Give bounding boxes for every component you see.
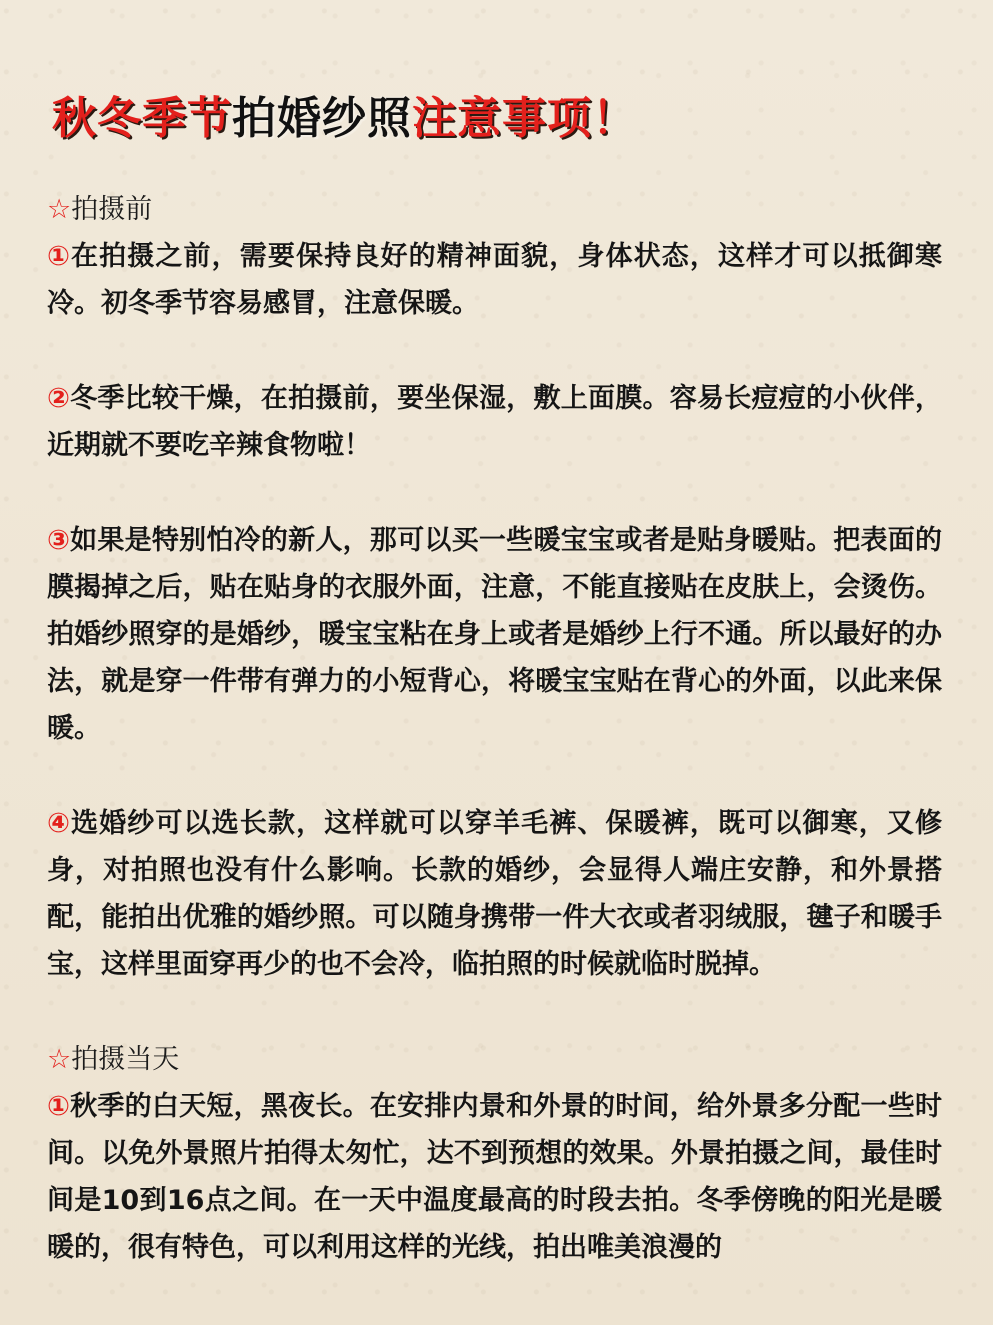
article-body xyxy=(47,186,942,1319)
item-number: ① xyxy=(47,1091,71,1122)
star-icon: ☆ xyxy=(47,1044,72,1075)
item-text: 在拍摄之前，需要保持良好的精神面貌，身体状态，这样才可以抵御寒冷。初冬季节容易感冒，注意保暖。 xyxy=(47,241,942,319)
title-part-autumn-winter: 秋冬季节 xyxy=(52,93,232,144)
item-text: 秋季的白天短，黑夜长。在安排内景和外景的时间，给外景多分配一些时间。以免外景照片拍得太匆忙，达不到预想的效果。外景拍摄之间，最佳时间是10到16点之间。在一天中温度最高的时段去拍。冬季傍晚的阳光是暖暖的，很有特色，可以利用这样的光线，拍出唯美浪漫的 xyxy=(47,1091,942,1263)
section-heading xyxy=(47,1036,942,1083)
title-part-notes: 注意事项！ xyxy=(412,93,637,144)
section-heading-text: 拍摄前 xyxy=(71,194,153,225)
list-item xyxy=(47,375,942,469)
list-item xyxy=(47,800,942,988)
item-number: ④ xyxy=(47,808,71,839)
item-number: ③ xyxy=(47,525,71,556)
item-number: ① xyxy=(47,241,71,272)
list-item xyxy=(47,233,942,327)
section-heading-text: 拍摄当天 xyxy=(71,1044,180,1075)
page-title xyxy=(52,88,637,150)
list-item xyxy=(47,1083,942,1271)
section-shoot-day xyxy=(47,1036,942,1271)
title-part-wedding-photo: 拍婚纱照 xyxy=(232,93,412,144)
item-number: ② xyxy=(47,383,71,414)
section-before-shoot xyxy=(47,186,942,988)
star-icon: ☆ xyxy=(47,194,72,225)
item-text: 选婚纱可以选长款，这样就可以穿羊毛裤、保暖裤，既可以御寒，又修身，对拍照也没有什么影响。长款的婚纱，会显得人端庄安静，和外景搭配，能拍出优雅的婚纱照。可以随身携带一件大衣或者羽绒服，毽子和暖手宝，这样里面穿再少的也不会冷，临拍照的时候就临时脱掉。 xyxy=(47,808,942,980)
item-text: 如果是特别怕冷的新人，那可以买一些暖宝宝或者是贴身暖贴。把表面的膜揭掉之后，贴在贴身的衣服外面，注意，不能直接贴在皮肤上，会烫伤。拍婚纱照穿的是婚纱，暖宝宝粘在身上或者是婚纱上行不通。所以最好的办法，就是穿一件带有弹力的小短背心，将暖宝宝贴在背心的外面，以此来保暖。 xyxy=(47,525,942,744)
list-item xyxy=(47,517,942,752)
section-heading xyxy=(47,186,942,233)
item-text: 冬季比较干燥，在拍摄前，要坐保湿，敷上面膜。容易长痘痘的小伙伴，近期就不要吃辛辣食物啦！ xyxy=(47,383,942,461)
